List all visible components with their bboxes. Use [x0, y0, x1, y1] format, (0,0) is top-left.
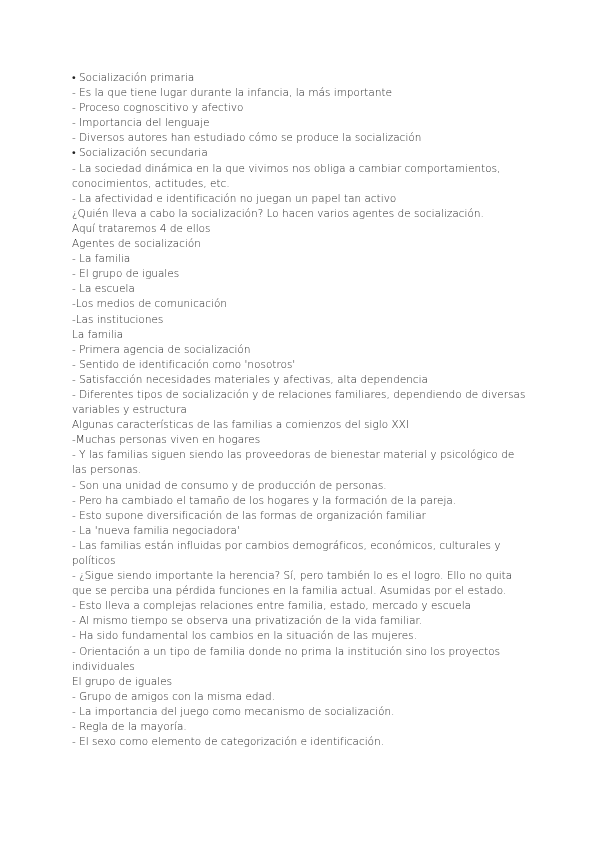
text-line: - Importancia del lenguaje [72, 117, 210, 130]
text-line: - Proceso cognoscitivo y afectivo [72, 102, 244, 115]
text-line: - Sentido de identificación como 'nosotros' [72, 358, 296, 371]
text-line: - La familia [72, 253, 131, 266]
text-line: - Satisfacción necesidades materiales y afectivas, alta dependencia [72, 373, 429, 386]
text-line: - Las familias están influidas por cambios demográficos, económicos, culturales y políticos [72, 539, 501, 567]
text-line: - La 'nueva familia negociadora' [72, 524, 240, 537]
text-line: - La escuela [72, 283, 135, 296]
text-line: ¿Quién lleva a cabo la socialización? Lo hacen varios agentes de socialización. [72, 207, 484, 220]
text-line: - Diversos autores han estudiado cómo se produce la socialización [72, 132, 422, 145]
text-line: - Es la que tiene lugar durante la infancia, la más importante [72, 87, 393, 100]
text-line: - Diferentes tipos de socialización y de relaciones familiares, dependiendo de diversas variables y estructura [72, 388, 526, 417]
text-line: - Grupo de amigos con la misma edad. [72, 690, 275, 703]
section-heading: La familia [72, 328, 124, 341]
text-line: - Pero ha cambiado el tamaño de los hogares y la formación de la pareja. [72, 494, 457, 507]
text-line: Aquí trataremos 4 de ellos [72, 222, 211, 235]
section-heading: Algunas características de las familias a comienzos del siglo XXI [72, 419, 409, 432]
text-line: - La importancia del juego como mecanismo de socialización. [72, 705, 395, 718]
text-line: - Al mismo tiempo se observa una privatización de la vida familiar. [72, 615, 423, 628]
text-line: -Muchas personas viven en hogares [72, 434, 261, 447]
text-line: - Esto supone diversificación de las formas de organización familiar [72, 509, 426, 522]
text-line: - Son una unidad de consumo y de producción de personas. [72, 479, 387, 492]
section-heading: El grupo de iguales [72, 675, 173, 688]
section-heading: Agentes de socialización [72, 238, 201, 251]
text-line: - Orientación a un tipo de familia donde no prima la institución sino los proyectos individuales [72, 645, 501, 673]
text-line: • Socialización primaria [72, 72, 195, 84]
text-line: - Y las familias siguen siendo las proveedoras de bienestar material y psicológico de las personas. [72, 449, 515, 477]
text-line: • Socialización secundaria [72, 147, 208, 160]
text-line: - El sexo como elemento de categorización e identificación. [72, 736, 385, 749]
text-line: - La sociedad dinámica en la que vivimos nos obliga a cambiar comportamientos, conocimientos, actitudes, etc. [72, 162, 501, 190]
text-line: - El grupo de iguales [72, 268, 180, 281]
text-line: - ¿Sigue siendo importante la herencia? Sí, pero también lo es el logro. Ello no quita que se perciba una pérdida funciones en la familia actual. Asumidas por el estado. [72, 570, 513, 598]
text-line: - Primera agencia de socialización [72, 343, 251, 356]
text-line: - Ha sido fundamental los cambios en la situación de las mujeres. [72, 630, 417, 643]
text-line: - Esto lleva a complejas relaciones entre familia, estado, mercado y escuela [72, 600, 472, 613]
text-line: - La afectividad e identificación no juegan un papel tan activo [72, 192, 397, 205]
text-line: - Regla de la mayoría. [72, 721, 187, 734]
text-line: -Las instituciones [72, 313, 164, 326]
document-page [72, 71, 532, 750]
text-line: -Los medios de comunicación [72, 298, 228, 311]
